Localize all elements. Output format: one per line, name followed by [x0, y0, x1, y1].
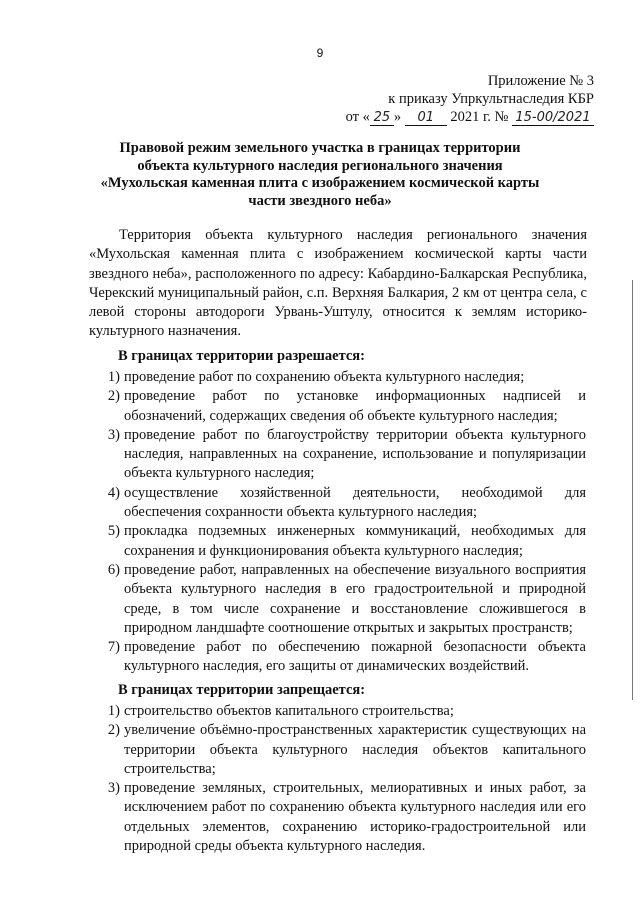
item-text: прокладка подземных инженерных коммуникаций, необходимых для сохранения и функционирования объекта культурного наследия;	[124, 523, 586, 559]
item-text: проведение работ по установке информационных надписей и обозначений, содержащих сведения об объекте культурного наследия;	[124, 388, 586, 424]
order-number: 15-00/2021	[512, 111, 594, 126]
list-item	[108, 721, 586, 779]
item-number: 5)	[107, 523, 120, 540]
item-text: осуществление хозяйственной деятельности, необходимой для обеспечения сохранности объекта культурного наследия;	[124, 484, 586, 521]
list-item	[108, 638, 586, 677]
list-item	[108, 522, 586, 561]
title-line: Правовой режим земельного участка в границах территории	[119, 140, 521, 156]
item-number: 6)	[107, 561, 120, 578]
order-date-line	[346, 108, 594, 126]
item-text: строительство объектов капитального строительства;	[124, 703, 454, 719]
allowed-list	[108, 368, 586, 677]
item-number: 1)	[107, 369, 120, 385]
list-item	[108, 387, 586, 426]
item-text: проведение работ по благоустройству территории объекта культурного наследия, направленных на сохранение, использование и популяризации объекта культурного наследия;	[124, 426, 586, 482]
date-month: 01	[405, 111, 447, 126]
allowed-heading: В границах территории разрешается:	[118, 348, 365, 364]
appendix-header	[346, 72, 594, 126]
item-text: проведение работ по сохранению объекта культурного наследия;	[124, 369, 525, 385]
list-item	[108, 484, 586, 523]
item-number: 4)	[107, 484, 120, 501]
item-number: 3)	[107, 426, 120, 443]
item-text: проведение работ, направленных на обеспечение визуального восприятия объекта культурного наследия в его градостроительной и природной среде, в том числе сохранение и восстановление сложившегося в природном ландшафте соотношение открытых и закрытых пространств;	[124, 561, 586, 636]
list-item	[108, 368, 586, 387]
item-number: 3)	[107, 780, 120, 797]
item-number: 2)	[107, 388, 120, 405]
order-reference: к приказу Упркультнаследия КБР	[388, 91, 594, 107]
page-number: 9	[316, 46, 324, 60]
date-prefix: от «	[345, 109, 370, 125]
date-year: 2021 г. №	[450, 109, 509, 125]
prohibited-heading: В границах территории запрещается:	[118, 682, 366, 698]
item-number: 1)	[107, 703, 120, 719]
item-number: 2)	[107, 722, 120, 739]
title-line: объекта культурного наследия регионального значения	[137, 157, 503, 174]
list-item	[108, 426, 586, 484]
list-item	[108, 561, 586, 638]
date-mid: »	[393, 109, 402, 125]
prohibited-list	[108, 702, 586, 856]
item-text: проведение работ по обеспечению пожарной безопасности объекта культурного наследия, его защиты от динамических воздействий.	[124, 639, 586, 675]
title-line: «Мухольская каменная плита с изображением космической карты	[100, 175, 540, 191]
item-text: проведение земляных, строительных, мелиоративных и иных работ, за исключением работ по сохранению объекта культурного наследия или его отдельных элементов, сохранению историко-градостроительной или природной среды объекта культурного наследия.	[124, 780, 586, 855]
title-line: части звездного неба»	[248, 192, 392, 209]
document-title	[100, 140, 540, 210]
list-item	[108, 702, 586, 721]
scan-edge-line	[632, 280, 633, 700]
list-item	[108, 779, 586, 856]
intro-paragraph: Территория объекта культурного наследия регионального значения «Мухольская каменная плита с изображением космической карты части звездного неба», расположенного по адресу: Кабардино-Балкарская Республика, Черекский муниципальный район, с.п. Верхняя Балкария, 2 км от центра села, с левой стороны автодороги Урвань-Уштулу, относится к землям историко-культурного назначения.	[89, 227, 587, 340]
item-number: 7)	[107, 639, 120, 656]
appendix-title: Приложение № 3	[487, 73, 594, 89]
item-text: увеличение объёмно-пространственных характеристик существующих на территории объекта культурного наследия объектов капитального строительства;	[124, 722, 586, 777]
date-day: 25	[370, 111, 394, 126]
